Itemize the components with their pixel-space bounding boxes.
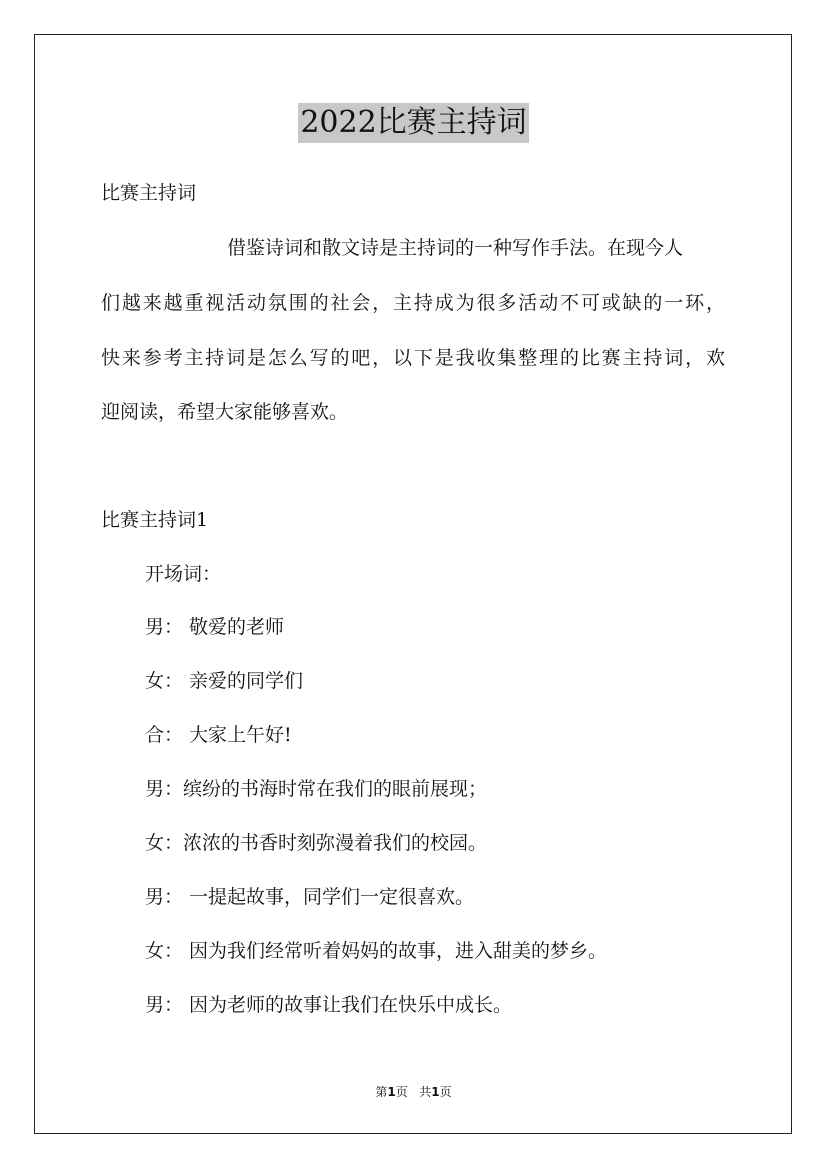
total-prefix: 共 xyxy=(419,1085,432,1099)
intro-line-2: 们越来越重视活动氛围的社会，主持成为很多活动不可或缺的一环， xyxy=(101,292,725,314)
dialogue-line: 男：缤纷的书海时常在我们的眼前展现； xyxy=(145,778,488,800)
dialogue-line: 合： 大家上午好! xyxy=(145,724,292,746)
intro-line-4: 迎阅读，希望大家能够喜欢。 xyxy=(101,401,349,423)
intro-line-3: 快来参考主持词是怎么写的吧，以下是我收集整理的比赛主持词，欢 xyxy=(101,347,725,369)
dialogue-line: 女： 亲爱的同学们 xyxy=(145,670,304,692)
total-suffix: 页 xyxy=(439,1085,452,1099)
section-heading: 比赛主持词1 xyxy=(101,509,209,531)
page-suffix: 页 xyxy=(395,1085,408,1099)
dialogue-line: 男： 因为老师的故事让我们在快乐中成长。 xyxy=(145,994,513,1016)
page-footer xyxy=(0,1084,827,1100)
dialogue-line: 男： 敬爱的老师 xyxy=(145,616,285,638)
opening-label: 开场词： xyxy=(145,563,222,585)
dialogue-line: 女： 因为我们经常听着妈妈的故事，进入甜美的梦乡。 xyxy=(145,940,608,962)
page-number: 1 xyxy=(387,1085,396,1099)
document-subtitle: 比赛主持词 xyxy=(101,182,197,204)
page-prefix: 第 xyxy=(375,1085,388,1099)
total-pages: 1 xyxy=(431,1085,440,1099)
dialogue-line: 男： 一提起故事，同学们一定很喜欢。 xyxy=(145,886,475,908)
dialogue-line: 女：浓浓的书香时刻弥漫着我们的校园。 xyxy=(145,832,488,854)
document-title-text: 2022比赛主持词 xyxy=(298,103,528,143)
intro-line-1: 借鉴诗词和散文诗是主持词的一种写作手法。在现今人 xyxy=(227,237,684,259)
document-title xyxy=(0,102,827,143)
